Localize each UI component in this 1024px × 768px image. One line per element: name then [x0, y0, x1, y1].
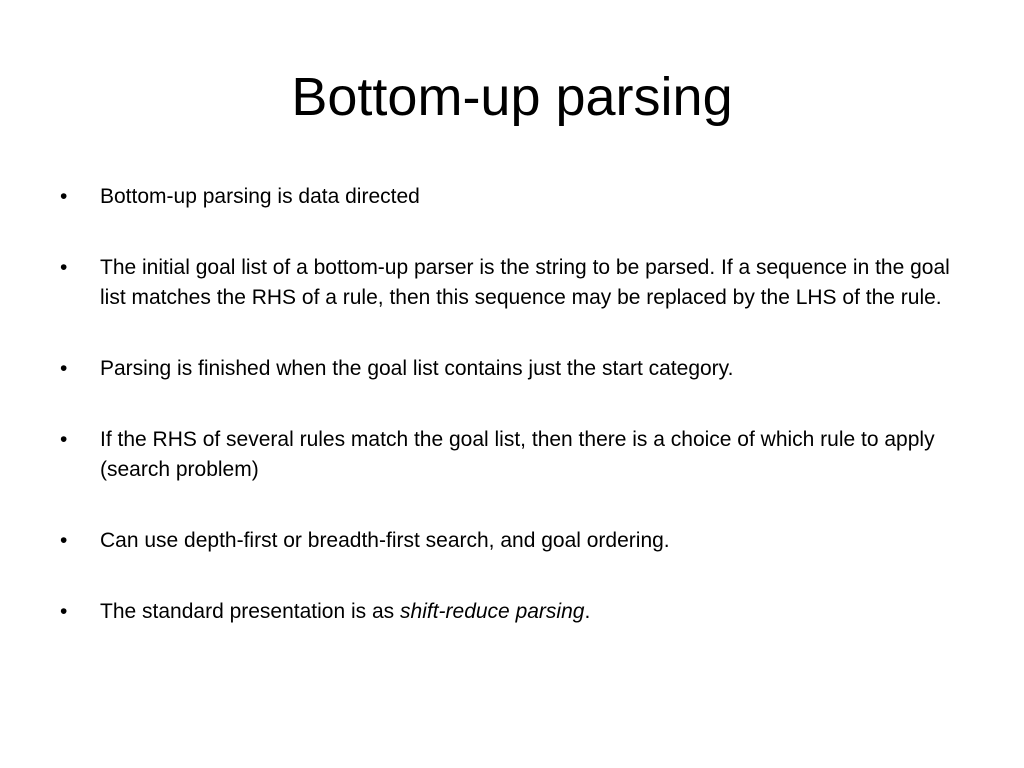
- bullet-icon: •: [60, 428, 68, 451]
- bullet-item: [60, 253, 980, 313]
- bullet-text: If the RHS of several rules match the goal list, then there is a choice of which rule to apply (search problem): [100, 428, 935, 481]
- bullet-text: [100, 600, 590, 623]
- bullet-text: Can use depth-first or breadth-first search, and goal ordering.: [100, 529, 670, 552]
- bullet-icon: •: [60, 529, 68, 552]
- bullet-text-before: The standard presentation is as: [100, 600, 401, 623]
- bullet-item: [60, 597, 980, 627]
- bullet-icon: •: [60, 357, 68, 380]
- bullet-text: Bottom-up parsing is data directed: [100, 185, 420, 208]
- bullet-item: [60, 526, 980, 556]
- bullet-item: [60, 354, 980, 384]
- bullet-item: [60, 425, 980, 485]
- slide-title: Bottom-up parsing: [291, 67, 733, 127]
- bullet-list: [60, 182, 980, 668]
- bullet-text: Parsing is finished when the goal list contains just the start category.: [100, 357, 734, 380]
- bullet-text-after: .: [584, 600, 591, 623]
- bullet-text: The initial goal list of a bottom-up parser is the string to be parsed. If a sequence in the goal list matches the RHS of a rule, then this sequence may be replaced by the LHS of the rule.: [100, 256, 950, 309]
- bullet-icon: •: [60, 185, 68, 208]
- bullet-item: [60, 182, 980, 212]
- bullet-text-emphasis: shift-reduce parsing: [400, 600, 585, 623]
- bullet-icon: •: [60, 256, 68, 279]
- bullet-icon: •: [60, 600, 68, 623]
